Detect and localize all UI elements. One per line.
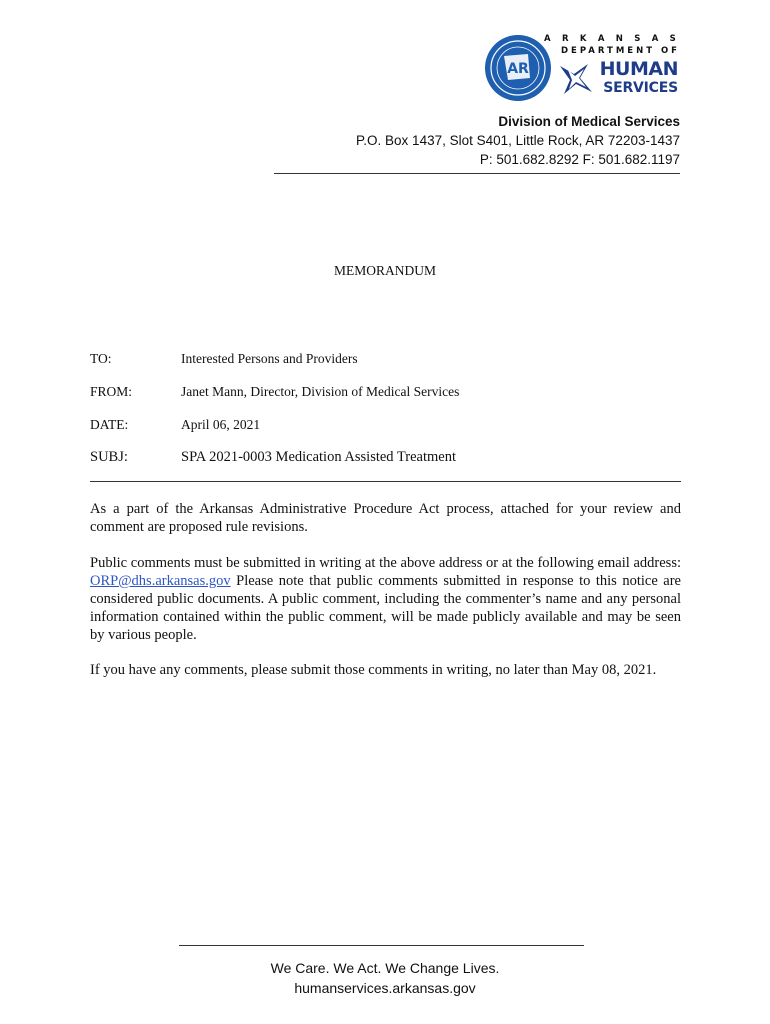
division-name: Division of Medical Services xyxy=(498,114,680,129)
person-star-icon xyxy=(558,60,594,96)
state-seal-icon xyxy=(484,34,552,102)
memo-title: MEMORANDUM xyxy=(333,263,436,278)
paragraph-deadline: If you have any comments, please submit those comments in writing, no later than May 08, 2021. xyxy=(90,662,657,678)
letterhead xyxy=(356,112,680,169)
paragraph-intro: As a part of the Arkansas Administrative Procedure Act process, attached for your review and comment are proposed rule revisions. xyxy=(90,501,681,535)
footer-tagline: We Care. We Act. We Change Lives. xyxy=(270,960,500,976)
dhs-logo xyxy=(484,32,684,104)
letterhead-divider xyxy=(274,173,680,174)
date-label: DATE: xyxy=(90,417,129,432)
to-label: TO: xyxy=(90,351,112,366)
wordmark-department-of: DEPARTMENT OF xyxy=(560,46,680,56)
wordmark-arkansas: A R K A N S A S xyxy=(544,34,680,44)
from-value: Janet Mann, Director, Division of Medical Services xyxy=(181,384,460,399)
wordmark-services: SERVICES xyxy=(603,80,678,96)
subj-label: SUBJ: xyxy=(90,449,128,465)
email-link[interactable]: ORP@dhs.arkansas.gov xyxy=(90,573,231,589)
p2-text-after: Please note that public comments submitted in response to this notice are considered public documents. A public comment, including the commenter’s name and any personal information contained within the public comment, will be made publicly available and may be seen by various people. xyxy=(90,573,681,643)
mailing-address: P.O. Box 1437, Slot S401, Little Rock, AR 72203-1437 xyxy=(356,133,680,148)
from-label: FROM: xyxy=(90,384,133,399)
date-value: April 06, 2021 xyxy=(181,417,261,432)
phone-fax: P: 501.682.8292 F: 501.682.1197 xyxy=(479,152,680,167)
seal-text: AR xyxy=(507,61,529,77)
header-divider xyxy=(90,481,681,482)
subj-value: SPA 2021-0003 Medication Assisted Treatment xyxy=(181,449,456,465)
footer-website[interactable]: humanservices.arkansas.gov xyxy=(294,980,476,996)
footer-divider xyxy=(179,945,584,946)
footer xyxy=(0,958,770,998)
to-value: Interested Persons and Providers xyxy=(181,351,358,366)
p2-text-before: Public comments must be submitted in writing at the above address or at the following email address: xyxy=(90,555,681,571)
paragraph-public-comments xyxy=(90,554,681,644)
wordmark-human: HUMAN xyxy=(599,58,678,80)
agency-wordmark xyxy=(544,32,684,104)
